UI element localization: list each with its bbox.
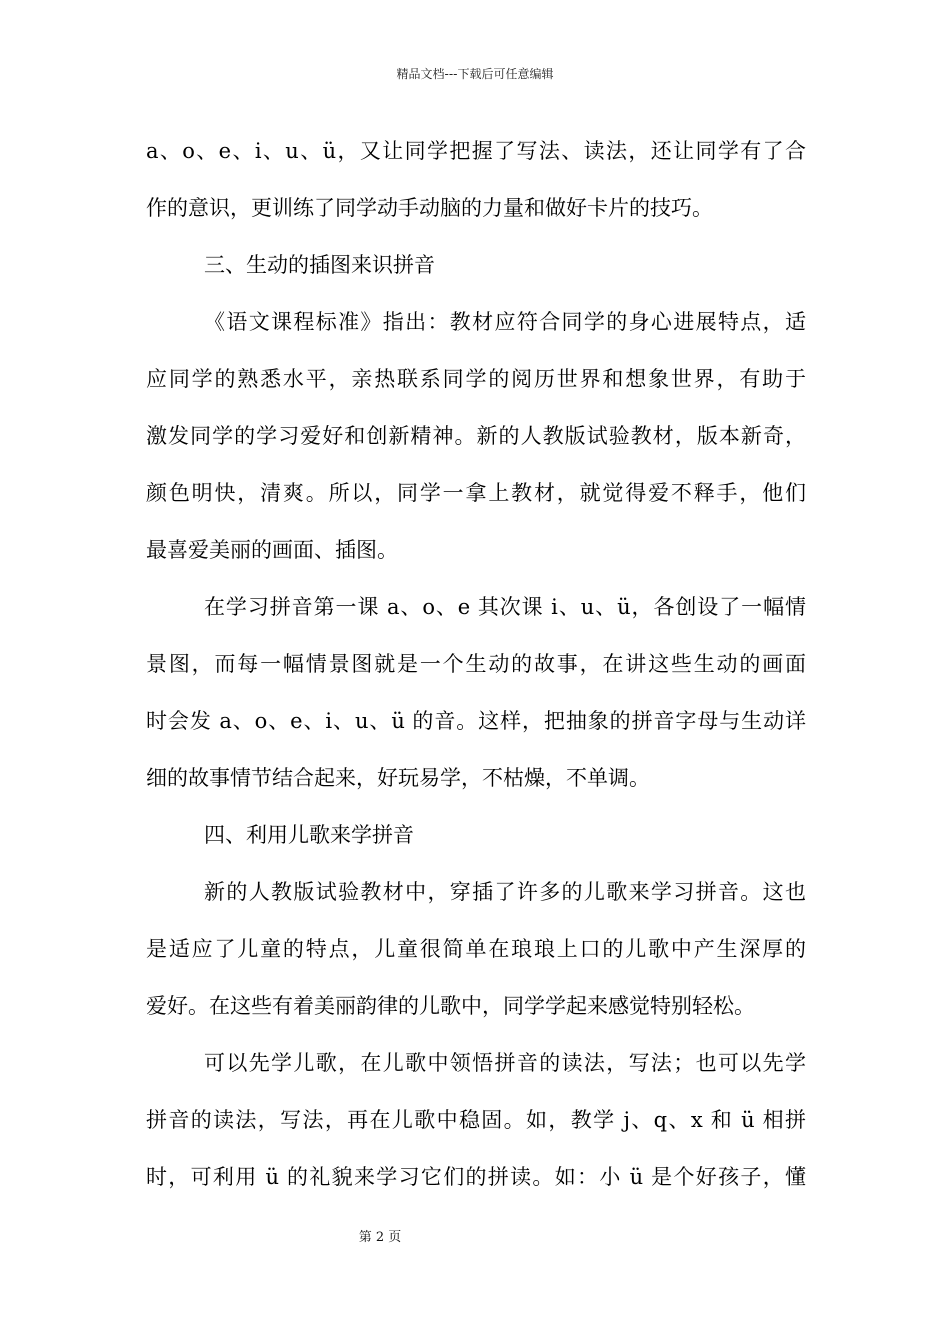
body-line: 是适应了儿童的特点，儿童很简单在琅琅上口的儿歌中产生深厚的 <box>146 937 806 961</box>
body-line: 可以先学儿歌，在儿歌中领悟拼音的读法，写法；也可以先学 <box>204 1051 806 1075</box>
body-line: 细的故事情节结合起来，好玩易学，不枯燥，不单调。 <box>146 766 650 790</box>
body-line: 最喜爱美丽的画面、插图。 <box>146 538 398 562</box>
page-header: 精品文档---下载后可任意编辑 <box>396 67 554 81</box>
body-line: 拼音的读法，写法，再在儿歌中稳固。如，教学 j、q、x 和 ü 相拼 <box>146 1108 806 1132</box>
body-line: 时会发 a、o、e、i、u、ü 的音。这样，把抽象的拼音字母与生动详 <box>146 709 806 733</box>
body-line: a、o、e、i、u、ü，又让同学把握了写法、读法，还让同学有了合 <box>146 139 806 163</box>
document-body <box>146 128 806 1211</box>
body-line: 爱好。在这些有着美丽韵律的儿歌中，同学学起来感觉特别轻松。 <box>146 994 755 1018</box>
body-line: 颜色明快，清爽。所以，同学一拿上教材，就觉得爱不释手，他们 <box>146 481 806 505</box>
body-line: 应同学的熟悉水平，亲热联系同学的阅历世界和想象世界，有助于 <box>146 367 806 391</box>
section-heading: 四、利用儿歌来学拼音 <box>204 823 414 847</box>
body-line: 激发同学的学习爱好和创新精神。新的人教版试验教材，版本新奇， <box>146 424 806 448</box>
body-line: 作的意识，更训练了同学动手动脑的力量和做好卡片的技巧。 <box>146 196 713 220</box>
body-line: 在学习拼音第一课 a、o、e 其次课 i、u、ü，各创设了一幅情 <box>204 595 806 619</box>
body-line: 景图，而每一幅情景图就是一个生动的故事，在讲这些生动的画面 <box>146 652 806 676</box>
body-line: 《语文课程标准》指出：教材应符合同学的身心进展特点，适 <box>204 310 806 334</box>
body-line: 时，可利用 ü 的礼貌来学习它们的拼读。如：小 ü 是个好孩子，懂 <box>146 1165 806 1189</box>
body-line: 新的人教版试验教材中，穿插了许多的儿歌来学习拼音。这也 <box>204 880 806 904</box>
page-number: 第 2 页 <box>358 1230 402 1245</box>
section-heading: 三、生动的插图来识拼音 <box>204 253 435 277</box>
